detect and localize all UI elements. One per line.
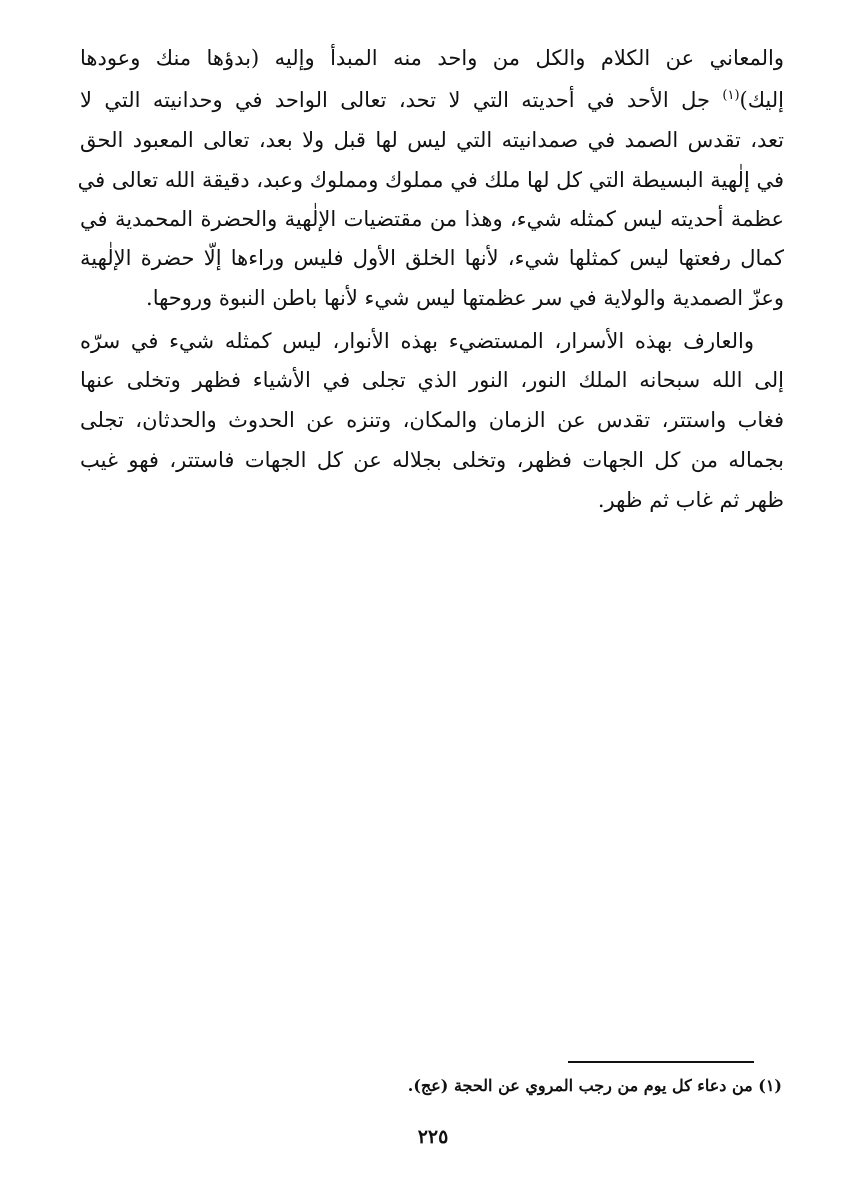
paragraph-1-line-2-start: إليك) (739, 88, 784, 112)
footnote-marker: (١) (722, 88, 740, 103)
paragraph-2-line-3: فغاب واستتر، تقدس عن الزمان والمكان، وتنزه عن الحدوث والحدثان، تجلى (80, 408, 784, 432)
paragraph-1-line-5: عظمة أحديته ليس كمثله شيء، وهذا من مقتضيات الإلٰهية والحضرة المحمدية في (80, 207, 784, 231)
page-number: ٢٢٥ (417, 1126, 449, 1148)
paragraph-1-line-2-rest: جل الأحد في أحديته التي لا تحد، تعالى الواحد في وحدانيته التي لا (80, 88, 723, 112)
paragraph-1-line-7: وعزّ الصمدية والولاية في سر عظمتها ليس شيء لأنها باطن النبوة وروحها. (146, 286, 784, 310)
paragraph-2-line-1: والعارف بهذه الأسرار، المستضيء بهذه الأنوار، ليس كمثله شيء في سرّه (80, 329, 754, 353)
paragraph-1-line-4: في إلٰهية البسيطة التي كل لها ملك في مملوك ومملوك وعبد، دقيقة الله تعالى في (77, 168, 784, 192)
paragraph-1-line-6: كمال رفعتها ليس كمثلها شيء، لأنها الخلق الأول فليس وراءها إلّا حضرة الإلٰهية (80, 246, 784, 270)
paragraph-2-line-2: إلى الله سبحانه الملك النور، النور الذي تجلى في الأشياء فظهر وتخلى عنها (80, 368, 784, 392)
paragraph-1-line-1: والمعاني عن الكلام والكل من واحد منه المبدأ وإليه (بدؤها منك وعودها (80, 46, 784, 70)
paragraph-1-line-2 (80, 85, 784, 115)
footnote: (١) من دعاء كل يوم من رجب المروي عن الحجة (عج). (407, 1076, 782, 1095)
paragraph-2-line-5: ظهر ثم غاب ثم ظهر. (597, 488, 784, 512)
paragraph-2-line-4: بجماله من كل الجهات فظهر، وتخلى بجلاله عن كل الجهات فاستتر، فهو غيب (80, 448, 784, 472)
paragraph-1-line-3: تعد، تقدس الصمد في صمدانيته التي ليس لها قبل ولا بعد، تعالى المعبود الحق (80, 128, 784, 152)
footnote-separator (568, 1061, 754, 1063)
